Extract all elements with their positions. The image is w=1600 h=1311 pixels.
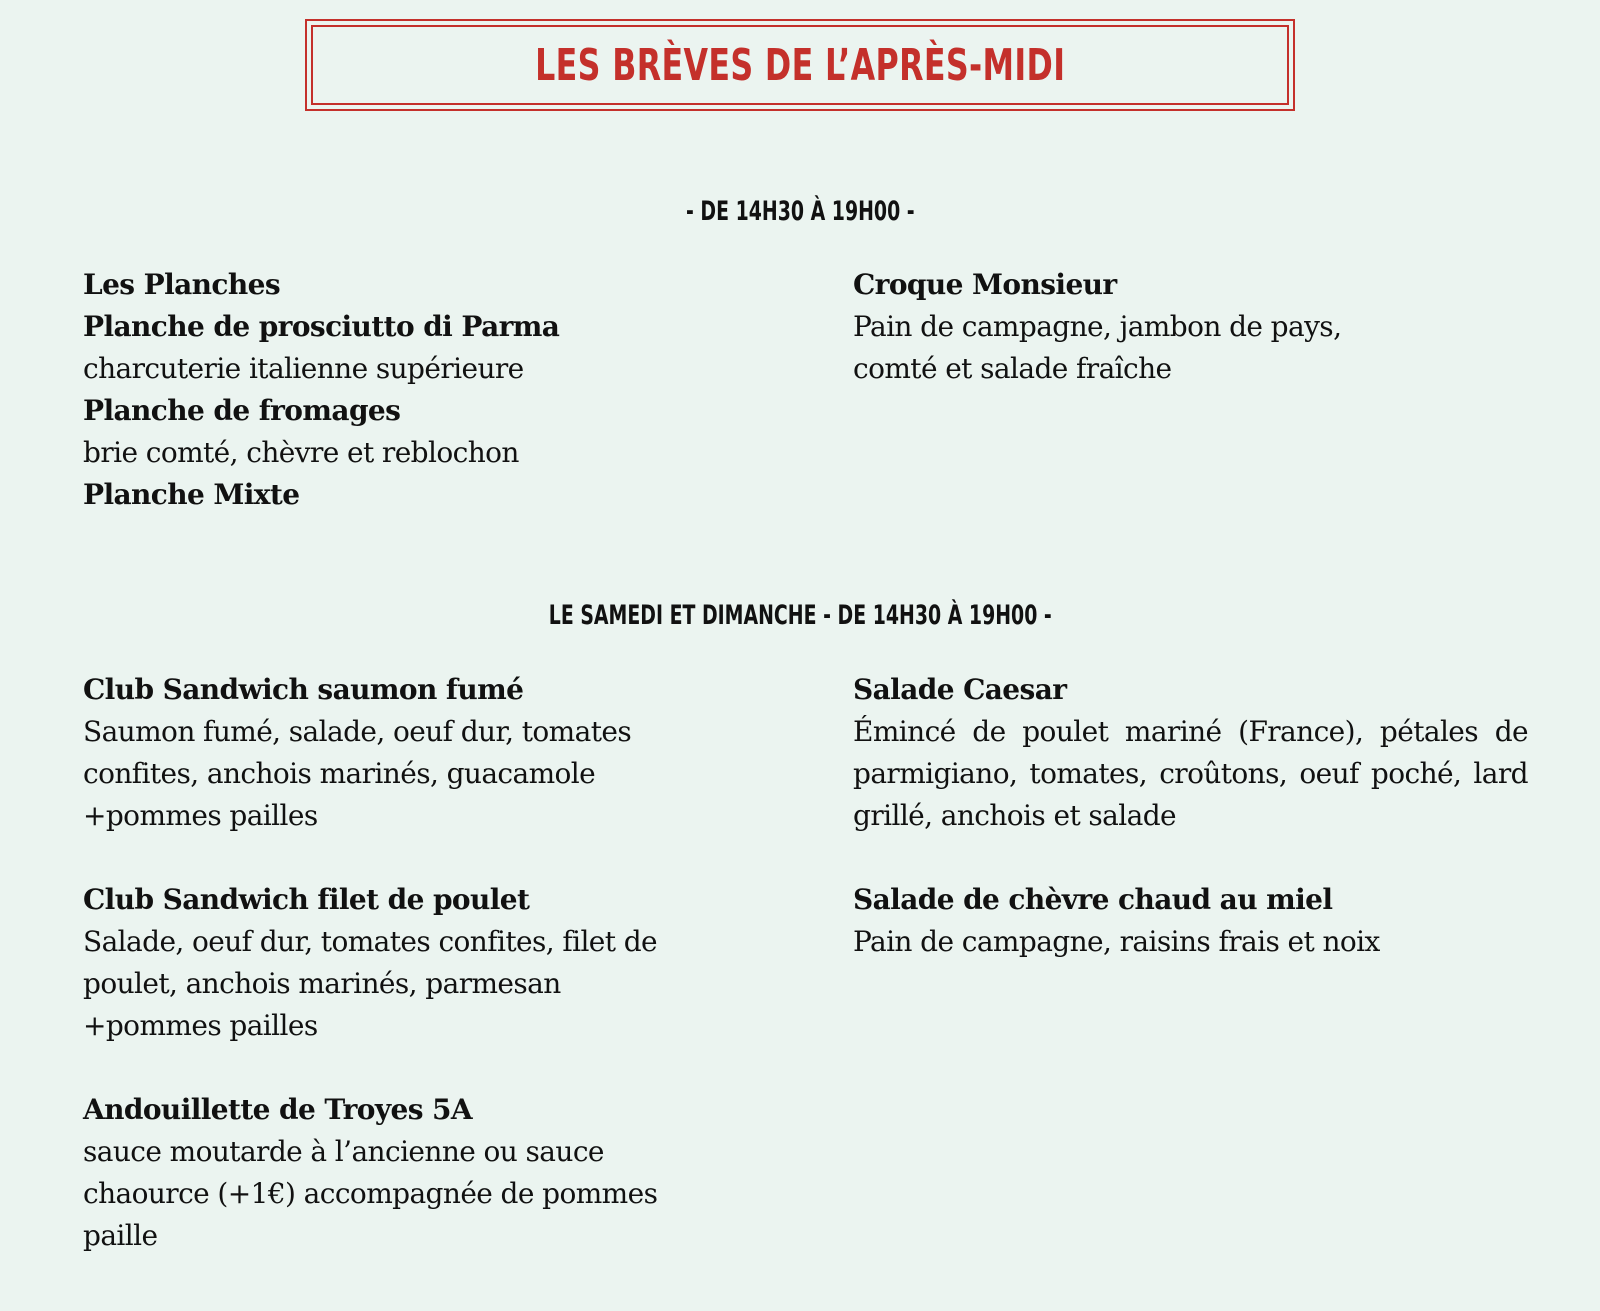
column-planches — [83, 264, 763, 516]
item-title-andouillette: Andouillette de Troyes 5A — [83, 1093, 473, 1126]
item-desc-club-poulet-line-3: +pommes pailles — [83, 1009, 318, 1042]
item-desc-andouillette-line-2: chaource (+1€) accompagnée de pommes — [83, 1177, 658, 1210]
item-desc-club-poulet-line-2: poulet, anchois marinés, parmesan — [83, 967, 561, 1000]
item-desc-planche-prosciutto: charcuterie italienne supérieure — [83, 352, 524, 385]
section-heading-weekday-text: - DE 14H30 À 19H00 - — [685, 196, 915, 227]
item-title-planche-mixte: Planche Mixte — [83, 478, 300, 511]
item-desc-andouillette-line-1: sauce moutarde à l’ancienne ou sauce — [83, 1135, 604, 1168]
title-frame-inner — [311, 25, 1289, 105]
title-frame — [305, 19, 1295, 111]
item-title-club-saumon: Club Sandwich saumon fumé — [83, 673, 524, 706]
item-title-planche-prosciutto: Planche de prosciutto di Parma — [83, 310, 560, 343]
group-title-planches: Les Planches — [83, 268, 280, 301]
item-desc-club-saumon-line-1: Saumon fumé, salade, oeuf dur, tomates — [83, 715, 632, 748]
item-desc-planche-fromages: brie comté, chèvre et reblochon — [83, 436, 519, 469]
section-heading-weekend — [0, 600, 1600, 631]
item-desc-andouillette-line-3: paille — [83, 1219, 158, 1252]
spacer — [83, 1047, 763, 1089]
page-title: LES BRÈVES DE L’APRÈS-MIDI — [534, 39, 1066, 91]
item-desc-croque-monsieur-line-1: Pain de campagne, jambon de pays, — [853, 310, 1342, 343]
item-title-croque-monsieur: Croque Monsieur — [853, 268, 1117, 301]
item-desc-club-saumon-line-2: confites, anchois marinés, guacamole — [83, 757, 596, 790]
item-title-salade-chevre: Salade de chèvre chaud au miel — [853, 883, 1333, 916]
item-desc-croque-monsieur-line-2: comté et salade fraîche — [853, 352, 1172, 385]
column-croque — [853, 264, 1533, 390]
column-weekend-right — [853, 669, 1528, 963]
spacer — [83, 837, 763, 879]
section-heading-weekend-text: LE SAMEDI ET DIMANCHE - DE 14H30 À 19H00 - — [548, 600, 1052, 631]
item-desc-club-poulet-line-1: Salade, oeuf dur, tomates confites, filet de — [83, 925, 658, 958]
item-desc-salade-chevre-line-1: Pain de campagne, raisins frais et noix — [853, 925, 1380, 958]
item-desc-club-saumon-line-3: +pommes pailles — [83, 799, 318, 832]
column-weekend-left — [83, 669, 763, 1257]
item-title-salade-caesar: Salade Caesar — [853, 673, 1067, 706]
item-title-planche-fromages: Planche de fromages — [83, 394, 401, 427]
spacer — [853, 837, 1528, 879]
item-desc-salade-caesar: Émincé de poulet mariné (France), pétales de parmigiano, tomates, croûtons, oeuf poché, lard grillé, anchois et salade — [853, 715, 1528, 832]
item-title-club-poulet: Club Sandwich filet de poulet — [83, 883, 530, 916]
section-heading-weekday — [0, 196, 1600, 227]
